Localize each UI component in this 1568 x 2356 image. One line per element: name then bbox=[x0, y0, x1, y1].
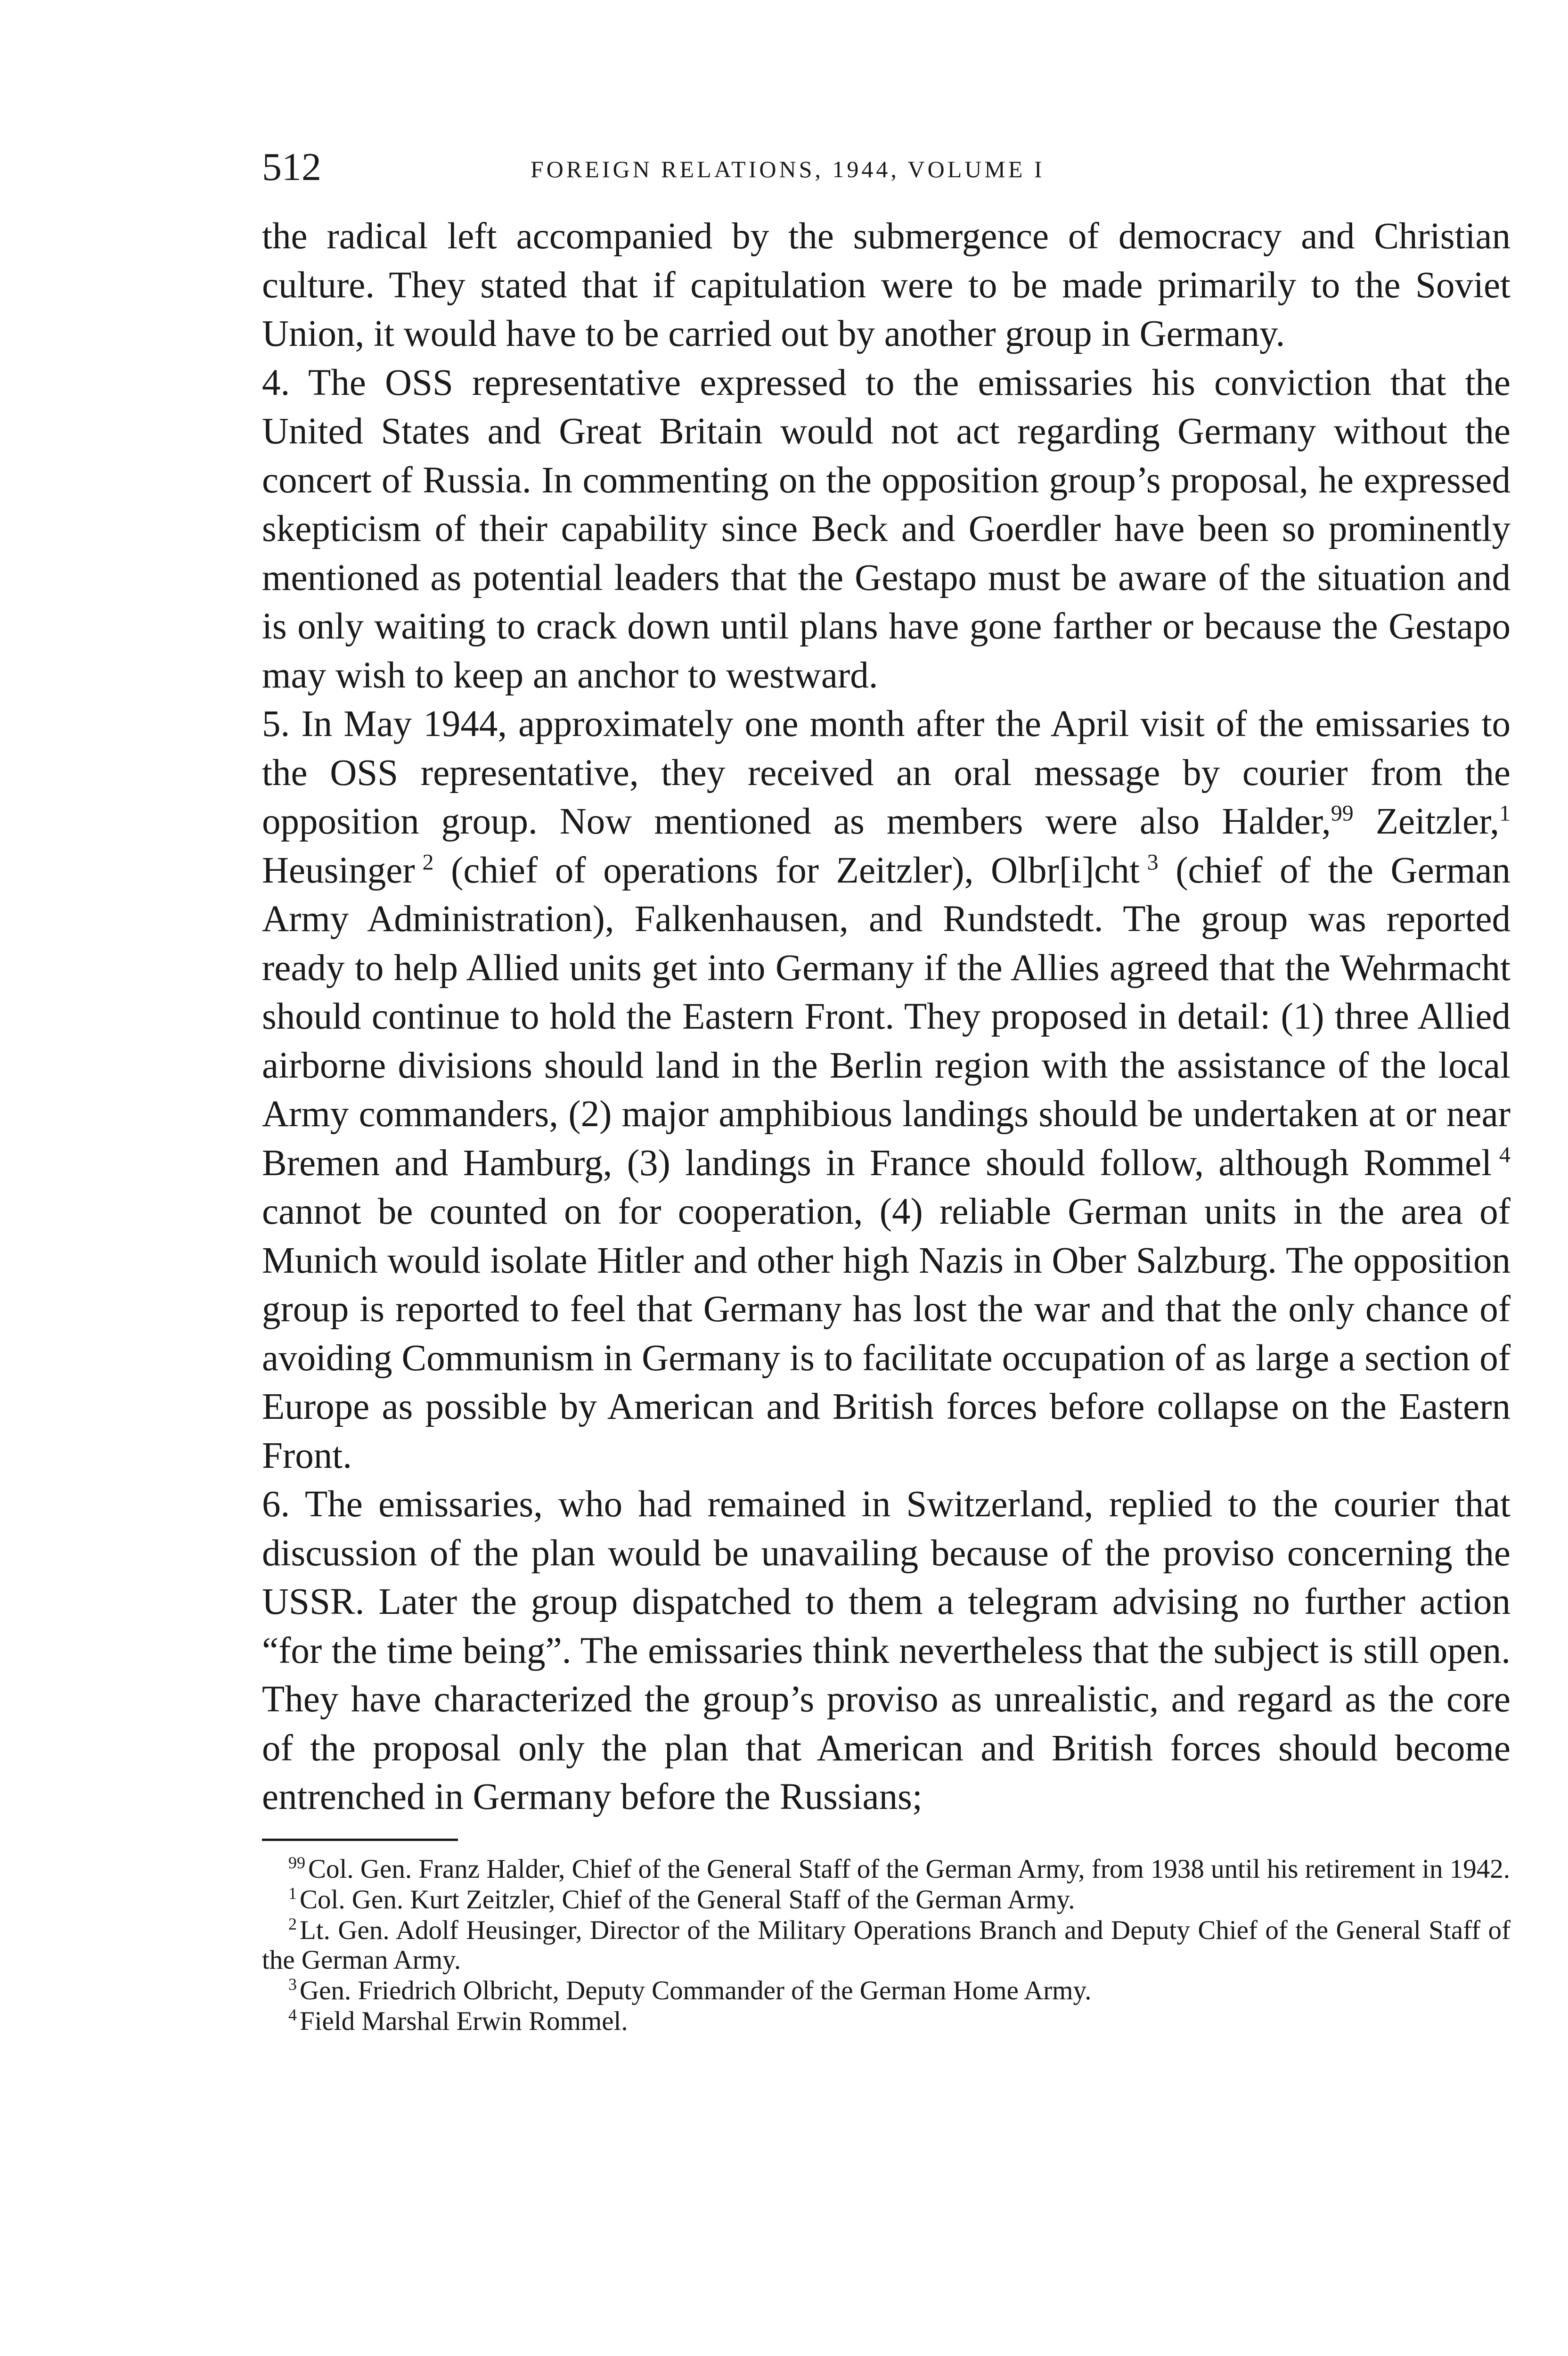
footnote bbox=[262, 2006, 1511, 2036]
footnote-text: Field Marshal Erwin Rommel. bbox=[300, 2006, 628, 2036]
document-page bbox=[262, 141, 1511, 2037]
footnote bbox=[262, 1885, 1511, 1914]
running-head bbox=[262, 141, 1511, 193]
paragraph-6: 6. The emissaries, who had remained in Switzerland, replied to the courier that discussion of the plan would be unavailing because of the proviso concerning the USSR. Later the group dispatched to them a telegram advising no further action “for the time being”. The emissaries think nevertheless that the subject is still open. They have characterized the group’s proviso as unrealistic, and regard as the core of the proposal only the plan that American and British forces should become entrenched in Germany before the Russians; bbox=[262, 1484, 1511, 1817]
running-head-title: FOREIGN RELATIONS, 1944, VOLUME I bbox=[531, 156, 1045, 182]
paragraph-continuation: the radical left accompanied by the submergence of democracy and Christian culture. They stated that if capitulation were to be made primarily to the Soviet Union, it would have to be carried out by another group in Germany. bbox=[262, 216, 1511, 354]
footnote-mark: 3 bbox=[288, 1974, 297, 1994]
paragraph-5-text-3: Heusinger bbox=[262, 850, 415, 891]
paragraph-5 bbox=[262, 700, 1511, 1480]
paragraph-5-text-6: cannot be counted on for cooperation, (4) reliable German units in the area of Munich would isolate Hitler and other high Nazis in Ober Salzburg. The opposition group is reported to feel that Germany has lost the war and that the only chance of avoiding Communism in Germany is to facilitate occupation of as large a section of Europe as possible by American and British forces before collapse on the Eastern Front. bbox=[262, 1191, 1511, 1476]
footnote-mark: 1 bbox=[288, 1883, 297, 1903]
paragraph-5-text-4: (chief of operations for Zeitzler), Olbr[i]cht bbox=[433, 850, 1140, 891]
footnote bbox=[262, 1854, 1511, 1884]
paragraph-5-text-5: (chief of the German Army Administration), Falkenhausen, and Rundstedt. The group was reported ready to help Allied units get into Germany if the Allies agreed that the Wehrmacht should continue to hold the Eastern Front. They proposed in detail: (1) three Allied airborne divisions should land in the Berlin region with the assistance of the local Army commanders, (2) major amphibious landings should be undertaken at or near Bremen and Hamburg, (3) landings in France should follow, although Rommel bbox=[262, 850, 1511, 1184]
footnote-ref-2: 2 bbox=[422, 850, 434, 875]
footnote-mark: 4 bbox=[288, 2005, 297, 2024]
footnote-ref-99: 99 bbox=[1331, 801, 1354, 826]
body-text bbox=[262, 212, 1511, 1822]
footnote bbox=[262, 1976, 1511, 2005]
footnote-text: Col. Gen. Franz Halder, Chief of the General Staff of the German Army, from 1938 until his retirement in 1942. bbox=[308, 1854, 1511, 1884]
footnotes bbox=[262, 1854, 1511, 2036]
footnote-text: Gen. Friedrich Olbricht, Deputy Commander of the German Home Army. bbox=[300, 1975, 1092, 2005]
footnote-ref-1: 1 bbox=[1499, 801, 1511, 826]
footnote-separator-rule bbox=[262, 1839, 458, 1841]
paragraph-4: 4. The OSS representative expressed to the emissaries his conviction that the United States and Great Britain would not act regarding Germany without the concert of Russia. In commenting on the opposition group’s proposal, he expressed skepticism of their capability since Beck and Goerdler have been so prominently mentioned as potential leaders that the Gestapo must be aware of the situation and is only waiting to crack down until plans have gone farther or because the Gestapo may wish to keep an anchor to westward. bbox=[262, 362, 1511, 696]
footnote-text: Col. Gen. Kurt Zeitzler, Chief of the General Staff of the German Army. bbox=[300, 1884, 1075, 1914]
paragraph-5-text-2: Zeitzler, bbox=[1353, 801, 1499, 842]
footnote-ref-4: 4 bbox=[1499, 1142, 1511, 1168]
footnote-mark: 99 bbox=[288, 1853, 305, 1872]
footnote-text: Lt. Gen. Adolf Heusinger, Director of the Military Operations Branch and Deputy Chief of the General Staff of the German Army. bbox=[262, 1915, 1511, 1975]
footnote-ref-3: 3 bbox=[1147, 850, 1159, 875]
page-number: 512 bbox=[262, 145, 321, 189]
paragraph-5-text-1: 5. In May 1944, approximately one month after the April visit of the emissaries to the OSS representative, they received an oral message by courier from the opposition group. Now mentioned as members were also Halder, bbox=[262, 704, 1511, 842]
footnote-mark: 2 bbox=[288, 1914, 297, 1933]
footnote bbox=[262, 1915, 1511, 1975]
